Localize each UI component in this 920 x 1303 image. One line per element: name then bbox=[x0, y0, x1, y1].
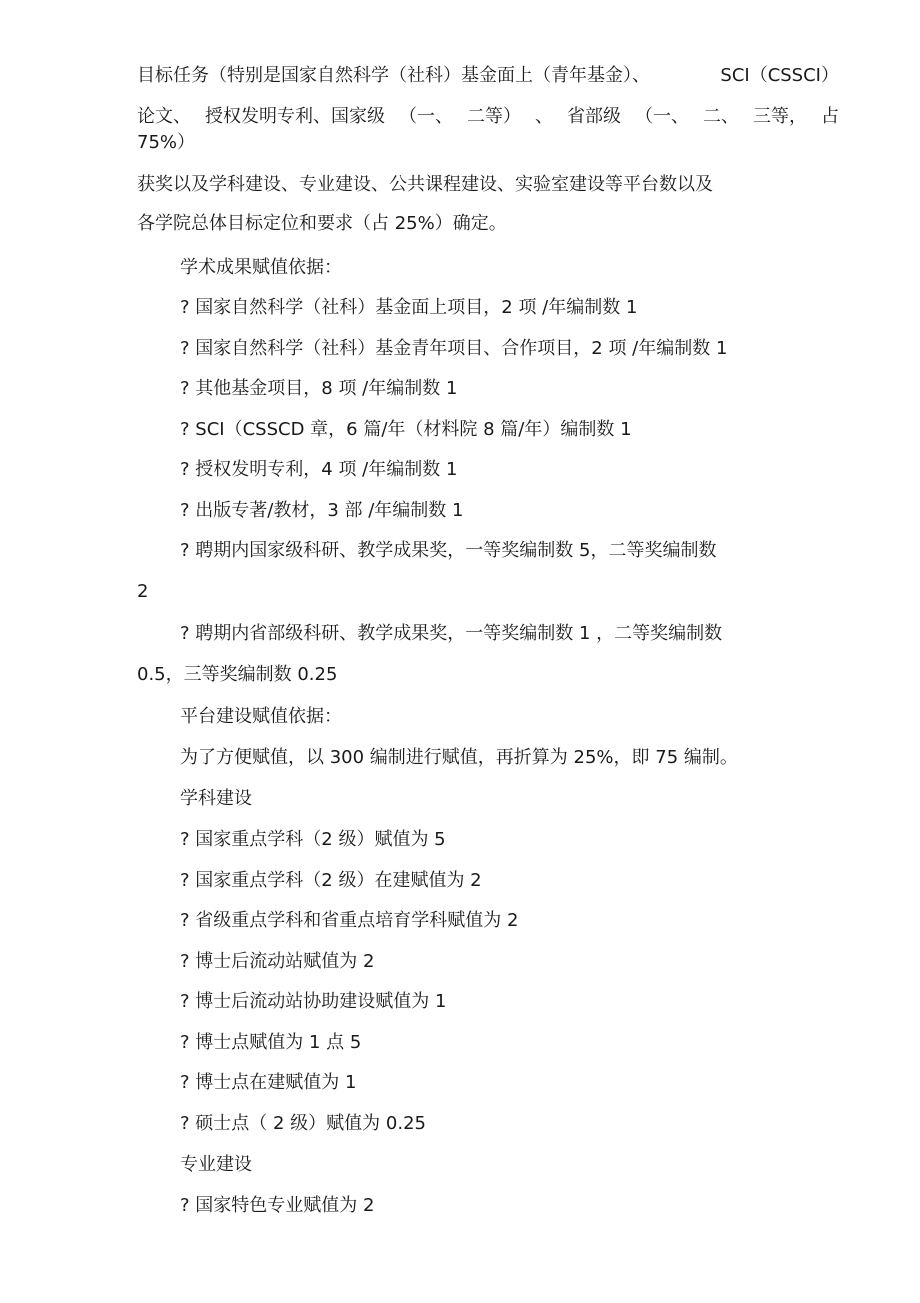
list-item: ? 博士后流动站赋值为 2 bbox=[180, 951, 375, 972]
intro-line-4: 获奖以及学科建设、专业建设、公共课程建设、实验室建设等平台数以及 bbox=[137, 174, 713, 195]
intro-line-5: 各学院总体目标定位和要求（占 25%）确定。 bbox=[137, 213, 507, 234]
list-item: ? 国家重点学科（2 级）赋值为 5 bbox=[180, 829, 446, 850]
platform-note: 为了方便赋值，以 300 编制进行赋值，再折算为 25%，即 75 编制。 bbox=[180, 747, 738, 768]
text-fragment: 授权发明专利、国家级 bbox=[205, 106, 385, 127]
text-fragment: 论文、 bbox=[137, 106, 191, 127]
list-item: ? 国家特色专业赋值为 2 bbox=[180, 1195, 375, 1216]
list-item: ? 聘期内国家级科研、教学成果奖，一等奖编制数 5，二等奖编制数 bbox=[180, 540, 717, 561]
text-fragment: 二等） bbox=[467, 106, 521, 127]
list-item: ? SCI（CSSCD 章，6 篇/年（材料院 8 篇/年）编制数 1 bbox=[180, 419, 632, 440]
list-item: ? 其他基金项目，8 项 /年编制数 1 bbox=[180, 378, 458, 399]
text-fragment: 占 bbox=[821, 106, 839, 127]
academic-heading: 学术成果赋值依据： bbox=[180, 257, 342, 278]
text-fragment: 、 bbox=[535, 106, 553, 127]
list-item: ? 授权发明专利，4 项 /年编制数 1 bbox=[180, 459, 458, 480]
platform-heading: 平台建设赋值依据： bbox=[180, 706, 342, 727]
list-item: ? 博士后流动站协助建设赋值为 1 bbox=[180, 991, 447, 1012]
text-fragment: （一、 bbox=[399, 106, 453, 127]
text-fragment: 二、 bbox=[703, 106, 739, 127]
list-item: ? 省级重点学科和省重点培育学科赋值为 2 bbox=[180, 910, 519, 931]
list-item: ? 国家自然科学（社科）基金面上项目，2 项 /年编制数 1 bbox=[180, 297, 638, 318]
list-item: ? 出版专著/教材，3 部 /年编制数 1 bbox=[180, 500, 464, 521]
text-fragment: 省部级 bbox=[567, 106, 621, 127]
list-item-continuation: 2 bbox=[137, 581, 149, 602]
intro-line-3: 75%） bbox=[137, 132, 196, 153]
intro-line-1 bbox=[137, 64, 839, 88]
text-fragment: （一、 bbox=[635, 106, 689, 127]
discipline-heading: 学科建设 bbox=[180, 788, 252, 809]
major-heading: 专业建设 bbox=[180, 1154, 252, 1175]
list-item: ? 硕士点（ 2 级）赋值为 0.25 bbox=[180, 1113, 426, 1134]
list-item: ? 聘期内省部级科研、教学成果奖，一等奖编制数 1 ，二等奖编制数 bbox=[180, 623, 723, 644]
list-item: ? 国家自然科学（社科）基金青年项目、合作项目，2 项 /年编制数 1 bbox=[180, 338, 728, 359]
text-fragment: SCI（CSSCI） bbox=[720, 65, 839, 86]
list-item: ? 博士点在建赋值为 1 bbox=[180, 1072, 357, 1093]
list-item: ? 博士点赋值为 1 点 5 bbox=[180, 1032, 362, 1053]
list-item: ? 国家重点学科（2 级）在建赋值为 2 bbox=[180, 870, 482, 891]
list-item-continuation: 0.5，三等奖编制数 0.25 bbox=[137, 664, 338, 685]
text-fragment: 三等， bbox=[753, 106, 807, 127]
text-fragment: 目标任务（特别是国家自然科学（社科）基金面上（青年基金）、 bbox=[137, 65, 650, 86]
intro-line-2 bbox=[137, 105, 839, 129]
